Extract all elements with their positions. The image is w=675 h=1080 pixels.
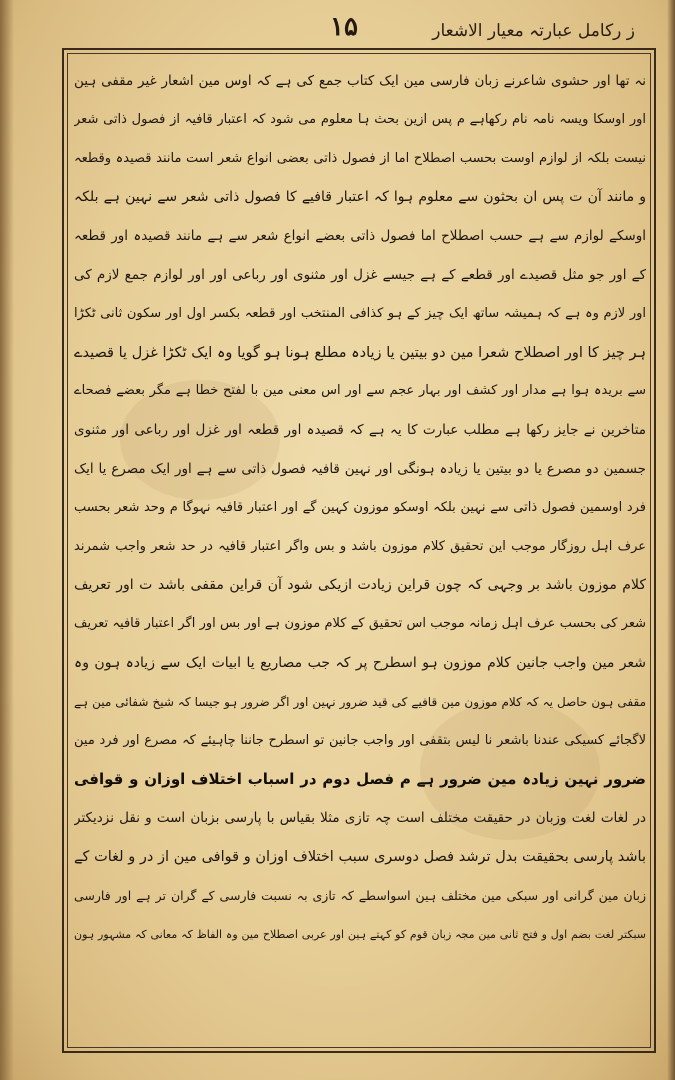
text-line: زبان مین گرانی اور سبکی مین مختلف ہین اسواسطے کہ تازی بہ نسبت فارسی کے گران تر ہے اور فارسی [74, 887, 646, 903]
text-line: نیست بلکہ از لوازم اوست بحسب اصطلاح اما از فصول ذاتی بعضی انواع شعر است مانند قصیدہ وقطعہ [74, 150, 646, 166]
text-line: سے بریدہ ہوا ہے مدار اور کشف اور بہار عجم سے اور اس معنی مین با لفتح خطا ہے مگر بعضے فصحاے [74, 383, 646, 399]
text-line: سبکتر لغت بضم اول و فتح ثانی مین مجہ زبان قوم کو کہتے ہین اور عربی اصطلاح مین وہ الفاظ کہ معانی کہ مشہور ہون [74, 927, 646, 941]
text-line: جسمین دو مصرع یا دو بیتین یا زیادہ ہونگی اور نہین قافیہ فصول ذاتی سے ہے اور ایک مصرع یا ایک [74, 460, 646, 477]
text-line: ہر چیز کا اور اصطلاح شعرا مین دو بیتین یا زیادہ مطلع ہونا ہو گویا وہ ایک ٹکڑا غزل یا قصیدے [74, 344, 646, 361]
text-line: در لغات لغت وزبان در حقیقت مختلف است چہ تازی مثلا بقیاس با پارسی بزبان است و نقل نزدیکتر [74, 810, 646, 827]
text-line: فرد اوسمین فصول ذاتی سے نہین بلکہ اوسکو موزون کہین گے اور اعتبار قافیہ نہوگا م وحد شعر بحسب [74, 499, 646, 515]
text-line: کے اور جو مثل قصیدے اور قطعے کے ہے جیسے غزل اور مثنوی اور رباعی اور اور لوازم جمع لازم کی [74, 266, 646, 283]
page-left-edge-shadow [0, 0, 14, 1080]
text-line: اوسکے لوازم سے ہے حسب اصطلاح اما فصول ذاتی بعضے انواع شعر سے ہے مانند قصیدہ اور قطعہ [74, 228, 646, 245]
body-text [74, 62, 646, 1042]
running-title: ز رکامل عبارتہ معیار الاشعار [432, 21, 635, 41]
text-line: شعر مین واجب جانین کلام موزون ہو اسطرح پر کہ جب مصاریع یا ابیات ایک سے زیادہ ہون وہ [74, 654, 646, 671]
text-line: کلام موزون باشد بر وجہی کہ چون قراین زیادت ازیکی شود آن قراین مقفی باشد ت اور تعریف [74, 577, 646, 594]
text-line: شعر کی بحسب عرف اہل زمانہ موجب اس تحقیق کے کلام موزون ہے اور بس اور اگر اعتبار قافیہ تعریف [74, 616, 646, 632]
text-line: مقفی ہون حاصل یہ کہ کلام موزون مین قافیے کی قید ضرور نہین اور اگر ضرور ہو جیسا کہ شیخ شفائی مین ہے [74, 694, 646, 709]
section-heading-line: ضرور نہین زیادہ مین ضرور ہے م فصل دوم در اسباب اختلاف اوزان و قوافی [74, 770, 646, 789]
text-line: اور اوسکا ویسہ نامہ نام رکھاہے م پس ازین بحث ہا معلوم می شود کہ اعتبار قافیہ از فصول ذاتی شعر [74, 111, 646, 127]
page-number: ۱۵ [330, 12, 358, 42]
text-line: اور لازم وہ ہے کہ ہمیشہ ساتھ ایک چیز کے ہو کذافی المنتخب اور قطعہ بکسر اول اور سکون ثانی ٹکڑا [74, 305, 646, 321]
text-line: متاخرین نے جایز رکھا ہے مطلب عبارت کا یہ ہے کہ قصیدہ اور قطعہ اور غزل اور رباعی اور مثنوی [74, 422, 646, 439]
text-line: لاگجائے کسیکی عندنا باشعر نا لیس بتقفی اور واجب جانین تو اسطرح جاننا چاہیئے کہ مصرع اور فرد مین [74, 732, 646, 748]
text-line: نہ تھا اور حشوی شاعرنے زبان فارسی مین ایک کتاب جمع کی ہے کہ اوس مین اشعار غیر مقفی ہین [74, 73, 646, 89]
text-line: باشد پارسی بحقیقت بدل ترشد فصل دوسری سبب اختلاف اوزان و قوافی مین از در و لغات کے [74, 848, 646, 865]
text-line: عرف اہل روزگار موجب این تحقیق کلام موزون باشد و بس واگر اعتبار قافیہ در حد شعر واجب شمرند [74, 538, 646, 554]
page-header [60, 12, 635, 48]
text-line: و مانند آن ت پس ان بحثون سے معلوم ہوا کہ اعتبار قافیے کا فصول ذاتی شعر سے نہین ہے بلکہ [74, 189, 646, 206]
page-right-edge-shadow [667, 0, 675, 1080]
